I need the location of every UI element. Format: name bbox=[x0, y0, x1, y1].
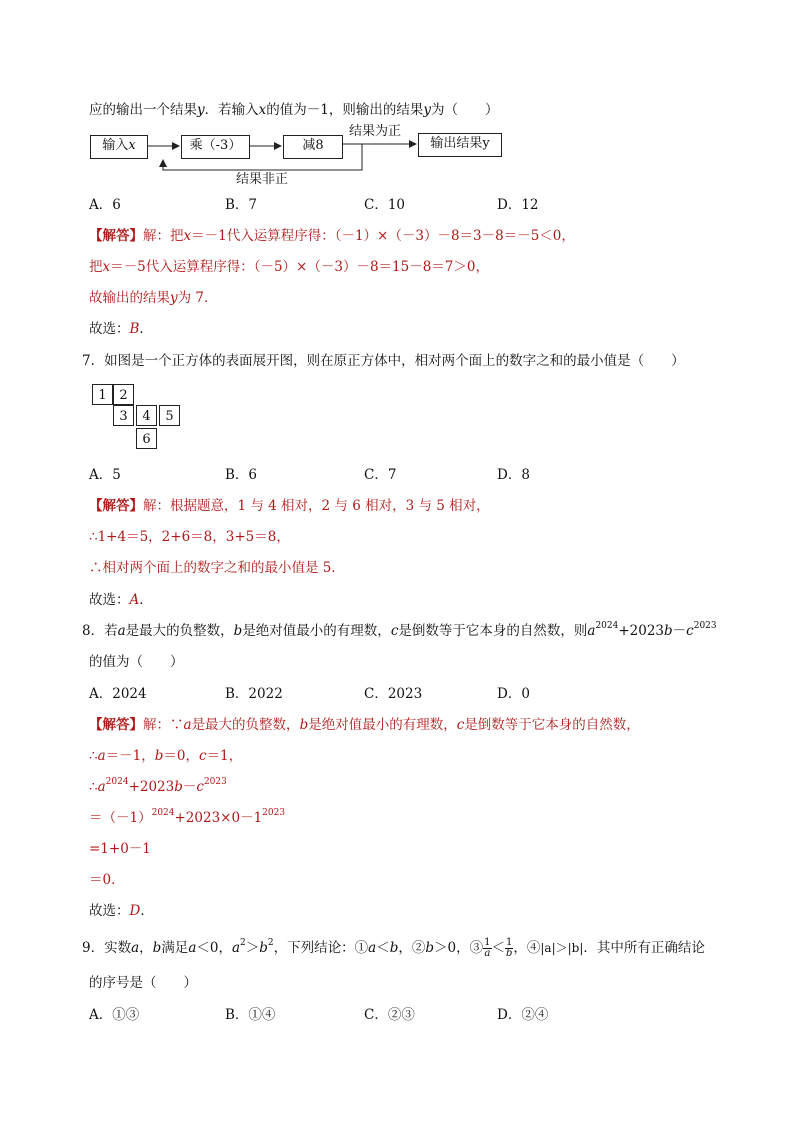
q6-stem: 应的输出一个结果y．若输入x的值为－1，则输出的结果y为（ ） bbox=[89, 102, 499, 118]
q8-solution-line1: 【解答】解：∵a是最大的负整数，b是绝对值最小的有理数，c是倒数等于它本身的自然数， bbox=[89, 717, 640, 733]
q8-stem: 8．若a是最大的负整数，b是绝对值最小的有理数，c是倒数等于它本身的自然数，则$a^{2024}+2023b-c^{2023}$ bbox=[82, 621, 717, 639]
q8-solution-line5: =1+0－1 bbox=[89, 841, 151, 857]
q6-solution-line2: 把x＝－5代入运算程序得：（－5）×（－3）－8＝15－8＝7＞0， bbox=[89, 259, 489, 275]
q9-stem-line2: 的序号是（ ） bbox=[89, 975, 197, 991]
q8-option-a[interactable]: A．2024 bbox=[89, 686, 147, 702]
q6-solution-line1: 【解答】解：把x＝－1代入运算程序得：（－1）×（－3）－8＝3－8＝－5＜0， bbox=[89, 228, 575, 244]
q9-option-d[interactable]: D．②④ bbox=[497, 1007, 549, 1023]
q8-option-c[interactable]: C．2023 bbox=[364, 686, 423, 702]
net-cell: 3 bbox=[113, 405, 134, 426]
q9-option-b[interactable]: B．①④ bbox=[225, 1007, 276, 1023]
net-cell: 1 bbox=[92, 384, 113, 405]
flow-not-positive-label: 结果非正 bbox=[236, 172, 289, 187]
q6-option-c[interactable]: C．10 bbox=[364, 197, 406, 213]
flow-minus-box: 减8 bbox=[283, 135, 343, 159]
q7-solution-line2: ∴1+4＝5，2+6＝8，3+5＝8， bbox=[89, 529, 290, 545]
q9-option-a[interactable]: A．①③ bbox=[89, 1007, 140, 1023]
q7-solution-line1: 【解答】解：根据题意，1 与 4 相对，2 与 6 相对，3 与 5 相对， bbox=[89, 498, 490, 514]
net-cell: 2 bbox=[113, 384, 134, 405]
q8-solution-line2: ∴a＝－1，b＝0，c＝1， bbox=[89, 748, 243, 764]
q8-option-d[interactable]: D．0 bbox=[497, 686, 530, 702]
q7-option-c[interactable]: C．7 bbox=[364, 467, 397, 483]
q7-option-b[interactable]: B．6 bbox=[225, 467, 258, 483]
net-cell: 6 bbox=[136, 428, 157, 449]
q7-choice: 故选：A． bbox=[89, 592, 153, 608]
q8-stem-line2: 的值为（ ） bbox=[89, 654, 184, 670]
q8-option-b[interactable]: B．2022 bbox=[225, 686, 283, 702]
q6-choice: 故选：B． bbox=[89, 321, 153, 337]
q6-solution-line3: 故输出的结果y为 7． bbox=[89, 290, 218, 306]
q8-solution-line4: $=(-1)^{2024}+2023\times 0-1^{2023}$ bbox=[89, 808, 286, 826]
flow-output-box: 输出结果y bbox=[418, 133, 502, 157]
fraction-1-over-a: $\frac{1}{a}$ bbox=[484, 937, 491, 959]
flow-multiply-box: 乘（-3） bbox=[181, 135, 250, 159]
q8-choice: 故选：D． bbox=[89, 903, 154, 919]
net-cell: 5 bbox=[159, 405, 180, 426]
q6-option-b[interactable]: B．7 bbox=[225, 197, 258, 213]
net-cell: 4 bbox=[136, 405, 157, 426]
flow-positive-label: 结果为正 bbox=[349, 124, 402, 139]
q7-solution-line3: ∴相对两个面上的数字之和的最小值是 5． bbox=[89, 560, 345, 576]
flow-arrows bbox=[0, 0, 794, 200]
q9-stem: 9．实数a，b满足a＜0，$a^2>b^2$，下列结论：①a＜b，②b＞0，③ $\frac{1}{a}$ ＜ $\frac{1}{b}$ ，④|a|＞|b|．其中所有正确结论 bbox=[82, 937, 705, 959]
q9-option-c[interactable]: C．②③ bbox=[364, 1007, 415, 1023]
flow-input-box: 输入x bbox=[90, 135, 148, 159]
q7-option-a[interactable]: A．5 bbox=[89, 467, 121, 483]
q6-option-d[interactable]: D．12 bbox=[497, 197, 539, 213]
q8-solution-line3: $\therefore a^{2024}+2023b-c^{2023}$ bbox=[89, 777, 227, 795]
q6-option-a[interactable]: A．6 bbox=[89, 197, 121, 213]
fraction-1-over-b: $\frac{1}{b}$ bbox=[505, 937, 513, 959]
q8-solution-line6: ＝0． bbox=[89, 872, 125, 888]
q7-option-d[interactable]: D．8 bbox=[497, 467, 530, 483]
q7-stem: 7．如图是一个正方体的表面展开图，则在原正方体中，相对两个面上的数字之和的最小值是（ ） bbox=[82, 353, 685, 369]
